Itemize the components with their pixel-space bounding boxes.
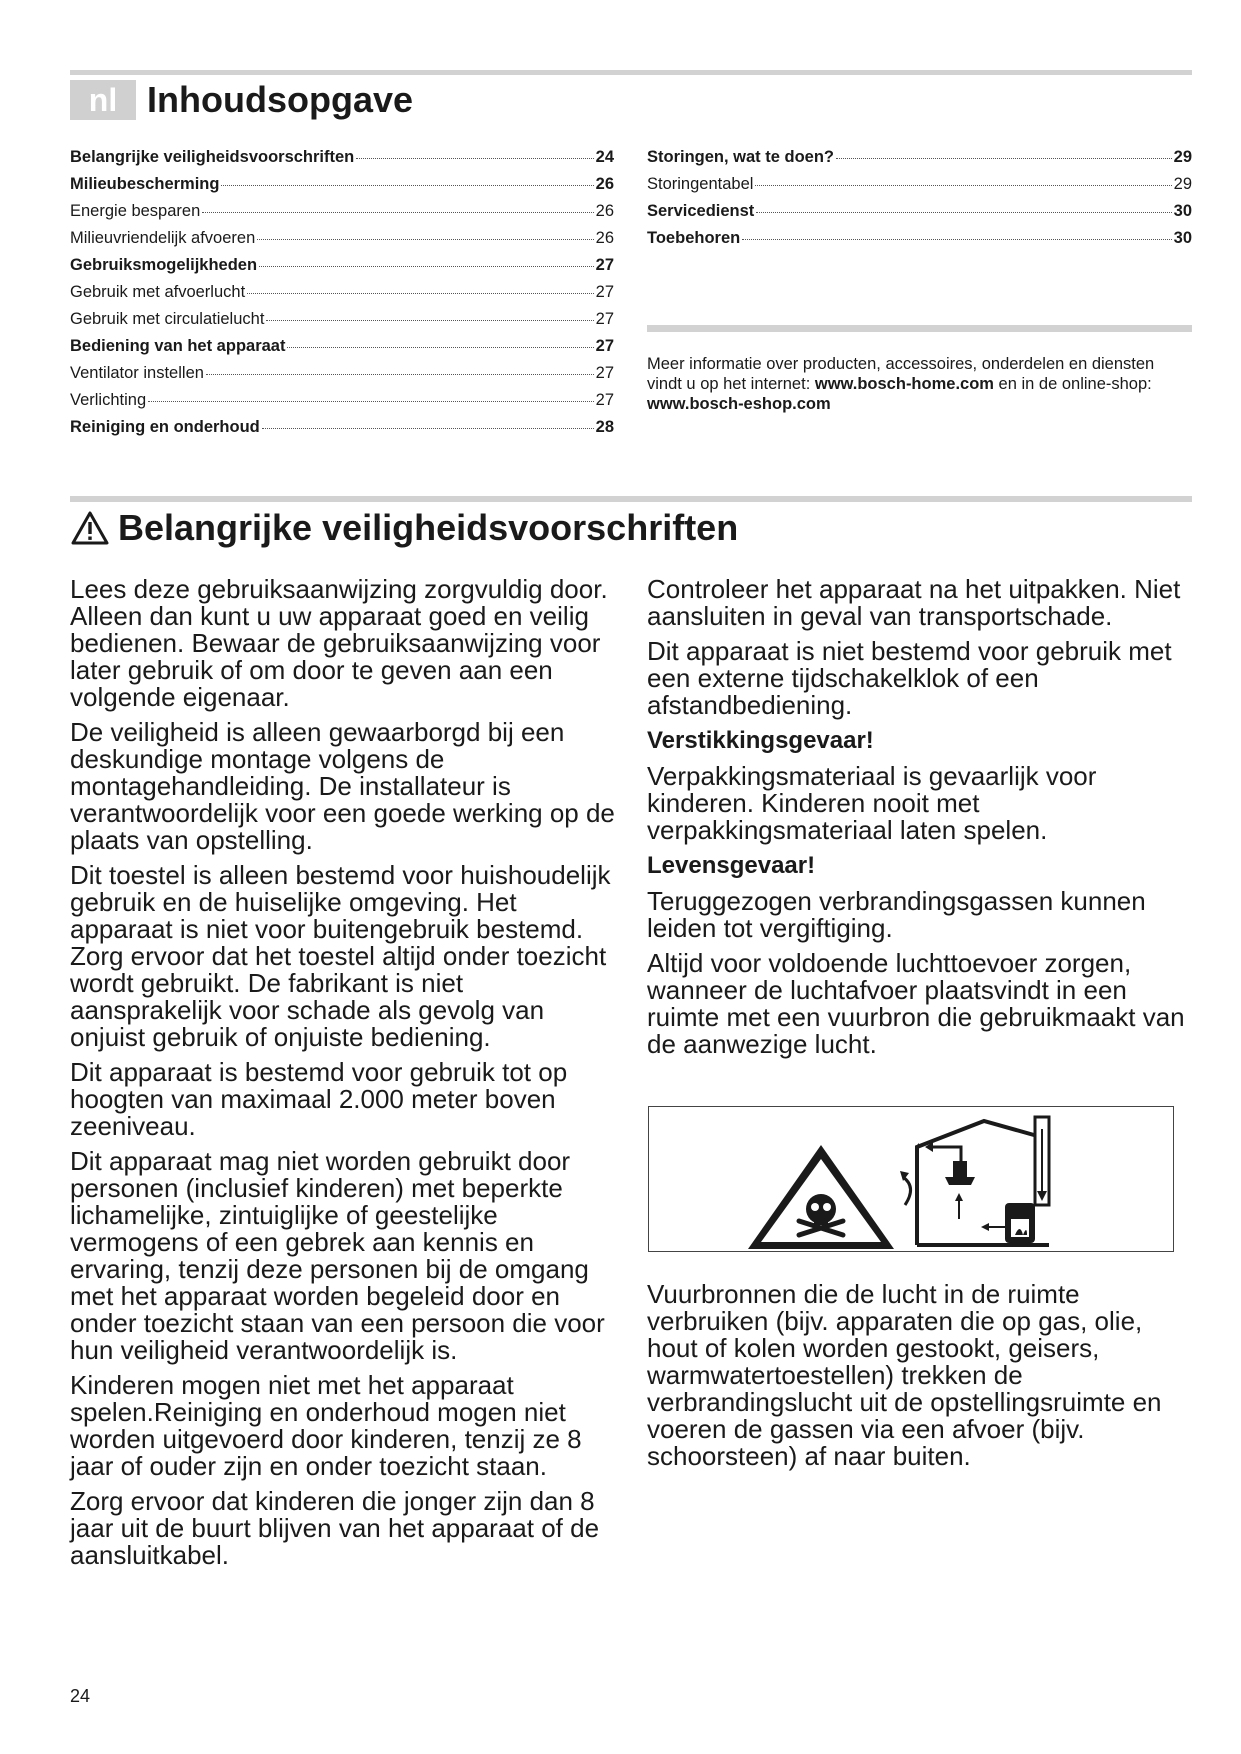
info-rule bbox=[647, 325, 1192, 332]
paragraph: Altijd voor voldoende luchttoevoer zorgen, wanneer de luchtafvoer plaatsvindt in een ruimte met een vuurbron die gebruikmaakt van de aanwezige lucht. bbox=[647, 948, 1185, 1059]
toc-entry-label: Reiniging en onderhoud bbox=[70, 418, 260, 436]
top-rule bbox=[70, 70, 1192, 75]
toc-leader-dots bbox=[262, 428, 594, 429]
paragraph: Teruggezogen verbrandingsgassen kunnen leiden tot vergiftiging. bbox=[647, 886, 1146, 943]
house-diagram bbox=[915, 1117, 1049, 1245]
toc-entry[interactable] bbox=[70, 256, 614, 283]
toc-entry-label: Bediening van het apparaat bbox=[70, 337, 286, 355]
toc-entry-page: 24 bbox=[595, 148, 614, 166]
toc-entry[interactable] bbox=[647, 175, 1192, 202]
toc-leader-dots bbox=[356, 158, 593, 159]
paragraph: Dit apparaat is niet bestemd voor gebruik met een externe tijdschakelklok of een afstandbediening. bbox=[647, 636, 1172, 720]
page-number: 24 bbox=[70, 1686, 91, 1706]
hazard-illustration bbox=[648, 1106, 1174, 1252]
toc-entry-page: 29 bbox=[1173, 175, 1192, 193]
page-title: Inhoudsopgave bbox=[147, 79, 414, 120]
toc-entry-page: 27 bbox=[595, 391, 614, 409]
paragraph: Vuurbronnen die de lucht in de ruimte verbruiken (bijv. apparaten die op gas, olie, hout of kolen worden gestookt, geisers, warmwatertoestellen) trekken de verbrandingslucht uit de opstellingsruimte en voeren de gassen via een afvoer (bijv. schoorsteen) af naar buiten. bbox=[647, 1279, 1162, 1471]
paragraph: Zorg ervoor dat kinderen die jonger zijn dan 8 jaar uit de buurt blijven van het apparaat of de aansluitkabel. bbox=[70, 1486, 600, 1570]
toc-leader-dots bbox=[755, 185, 1171, 186]
toc-leader-dots bbox=[202, 212, 593, 213]
toc-leader-dots bbox=[287, 347, 593, 348]
toc-leader-dots bbox=[756, 212, 1171, 213]
toc-entry-page: 27 bbox=[595, 310, 614, 328]
toc-leader-dots bbox=[247, 293, 593, 294]
language-badge: nl bbox=[70, 80, 136, 120]
toc-entry-label: Milieubescherming bbox=[70, 175, 220, 193]
section-heading bbox=[70, 504, 738, 552]
toc-entry-page: 27 bbox=[595, 256, 614, 274]
paragraph: Kinderen mogen niet met het apparaat spelen.Reiniging en onderhoud mogen niet worden uitgevoerd door kinderen, tenzij ze 8 jaar of ouder zijn en onder toezicht staan. bbox=[70, 1370, 582, 1481]
paragraph: Dit toestel is alleen bestemd voor huishoudelijk gebruik en de huiselijke omgeving. Het apparaat is niet voor buitengebruik bestemd. Zorg ervoor dat het toestel altijd onder toezicht wordt gebruikt. De fabrikant is niet aansprakelijk voor schade als gevolg van onjuist gebruik of onjuiste bediening. bbox=[70, 860, 611, 1052]
toc-entry[interactable] bbox=[70, 202, 614, 229]
link-bosch-home[interactable]: www.bosch-home.com bbox=[814, 375, 994, 393]
skull-warning-icon bbox=[748, 1145, 894, 1249]
toc-right-column bbox=[647, 148, 1192, 256]
toc-entry[interactable] bbox=[70, 283, 614, 310]
toc-entry-page: 28 bbox=[595, 418, 614, 436]
paragraph: Dit apparaat mag niet worden gebruikt door personen (inclusief kinderen) met beperkte lichamelijke, zintuiglijke of geestelijke vermogens of een gebrek aan kennis en ervaring, tenzij deze personen bij de omgang met het apparaat worden begeleid door en onder toezicht staan van een persoon die voor hun veiligheid verantwoordelijk is. bbox=[70, 1146, 605, 1365]
toc-leader-dots bbox=[259, 266, 594, 267]
toc-entry-page: 27 bbox=[595, 283, 614, 301]
left-text-column bbox=[70, 576, 616, 1577]
paragraph: Lees deze gebruiksaanwijzing zorgvuldig door. Alleen dan kunt u uw apparaat goed en veilig bedienen. Bewaar de gebruiksaanwijzing voor later gebruik of om door te geven aan een volgende eigenaar. bbox=[70, 574, 608, 712]
toc-entry[interactable] bbox=[70, 364, 614, 391]
toc-leader-dots bbox=[257, 239, 593, 240]
toc-entry-label: Gebruik met circulatielucht bbox=[70, 310, 265, 328]
paragraph: Dit apparaat is bestemd voor gebruik tot op hoogten van maximaal 2.000 meter boven zeeniveau. bbox=[70, 1057, 568, 1141]
toc-left-column bbox=[70, 148, 614, 445]
toc-entry-page: 30 bbox=[1173, 202, 1192, 220]
toc-entry-label: Ventilator instellen bbox=[70, 364, 204, 382]
warning-triangle-icon bbox=[70, 510, 110, 546]
paragraph: Verpakkingsmateriaal is gevaarlijk voor kinderen. Kinderen nooit met verpakkingsmateriaal laten spelen. bbox=[647, 761, 1097, 845]
section-rule bbox=[70, 496, 1192, 502]
toc-entry[interactable] bbox=[647, 202, 1192, 229]
paragraph: De veiligheid is alleen gewaarborgd bij een deskundige montage volgens de montagehandleiding. De installateur is verantwoordelijk voor een goede werking op de plaats van opstelling. bbox=[70, 717, 615, 855]
info-text-part1: Meer informatie over producten, accessoires, onderdelen en diensten vindt u op het internet: bbox=[647, 355, 1155, 393]
toc-entry-page: 26 bbox=[595, 229, 614, 247]
toc-entry[interactable] bbox=[647, 148, 1192, 175]
toc-entry[interactable] bbox=[70, 175, 614, 202]
toc-entry[interactable] bbox=[70, 418, 614, 445]
toc-entry-label: Gebruik met afvoerlucht bbox=[70, 283, 246, 301]
heading-verstikkingsgevaar: Verstikkingsgevaar! bbox=[647, 727, 874, 754]
toc-entry-label: Storingen, wat te doen? bbox=[647, 148, 835, 166]
toc-entry-label: Servicedienst bbox=[647, 202, 755, 220]
link-bosch-eshop[interactable]: www.bosch-eshop.com bbox=[647, 395, 831, 413]
toc-entry-label: Belangrijke veiligheidsvoorschriften bbox=[70, 148, 355, 166]
toc-entry[interactable] bbox=[70, 391, 614, 418]
toc-entry-page: 26 bbox=[595, 202, 614, 220]
info-text-part2: en in de online-shop: bbox=[993, 375, 1152, 393]
toc-leader-dots bbox=[836, 158, 1172, 159]
toc-entry-label: Energie besparen bbox=[70, 202, 201, 220]
section-title: Belangrijke veiligheidsvoorschriften bbox=[118, 507, 739, 548]
toc-entry-label: Storingentabel bbox=[647, 175, 754, 193]
toc-entry[interactable] bbox=[647, 229, 1192, 256]
toc-leader-dots bbox=[148, 401, 594, 402]
toc-leader-dots bbox=[206, 374, 594, 375]
toc-leader-dots bbox=[266, 320, 593, 321]
toc-entry-label: Milieuvriendelijk afvoeren bbox=[70, 229, 256, 247]
toc-entry-page: 30 bbox=[1173, 229, 1192, 247]
toc-entry-label: Toebehoren bbox=[647, 229, 741, 247]
toc-entry[interactable] bbox=[70, 310, 614, 337]
right-text-column bbox=[647, 576, 1193, 1066]
toc-entry-page: 26 bbox=[595, 175, 614, 193]
right-text-column-lower bbox=[647, 1281, 1193, 1478]
toc-entry-page: 27 bbox=[595, 364, 614, 382]
paragraph: Controleer het apparaat na het uitpakken. Niet aansluiten in geval van transportschade. bbox=[647, 574, 1181, 631]
toc-leader-dots bbox=[221, 185, 593, 186]
toc-entry[interactable] bbox=[70, 229, 614, 256]
toc-entry-label: Gebruiksmogelijkheden bbox=[70, 256, 258, 274]
toc-entry[interactable] bbox=[70, 337, 614, 364]
toc-leader-dots bbox=[742, 239, 1171, 240]
toc-entry-page: 27 bbox=[595, 337, 614, 355]
toc-entry-page: 29 bbox=[1173, 148, 1192, 166]
heading-levensgevaar: Levensgevaar! bbox=[647, 852, 816, 879]
toc-entry[interactable] bbox=[70, 148, 614, 175]
toc-entry-label: Verlichting bbox=[70, 391, 147, 409]
info-text bbox=[647, 354, 1192, 414]
